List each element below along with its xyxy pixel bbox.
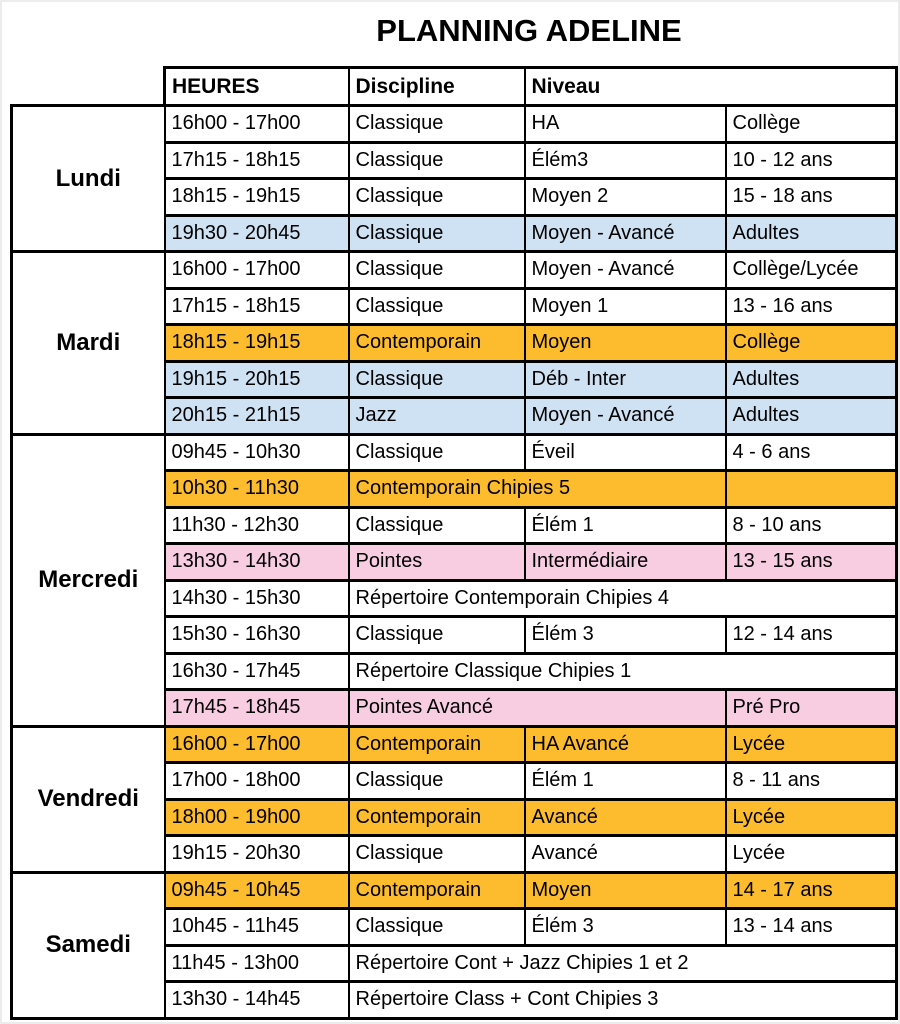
- cell-audience: 8 - 10 ans: [726, 507, 897, 544]
- cell-niveau: Moyen - Avancé: [525, 252, 726, 289]
- day-label-lundi: Lundi: [12, 106, 165, 252]
- cell-time: 17h45 - 18h45: [165, 690, 349, 727]
- cell-discipline: Classique: [349, 288, 525, 325]
- header-niveau: Niveau: [525, 68, 897, 106]
- cell-time: 17h00 - 18h00: [165, 763, 349, 800]
- cell-time: 16h00 - 17h00: [165, 106, 349, 143]
- cell-time: 09h45 - 10h45: [165, 872, 349, 909]
- cell-discipline: Classique: [349, 361, 525, 398]
- cell-discipline: Classique: [349, 434, 525, 471]
- cell-time: 11h30 - 12h30: [165, 507, 349, 544]
- cell-time: 19h30 - 20h45: [165, 215, 349, 252]
- cell-niveau: HA: [525, 106, 726, 143]
- cell-niveau: Moyen - Avancé: [525, 215, 726, 252]
- cell-time: 15h30 - 16h30: [165, 617, 349, 654]
- cell-discipline: Contemporain: [349, 726, 525, 763]
- cell-discipline: Classique: [349, 179, 525, 216]
- cell-niveau: Élém 3: [525, 617, 726, 654]
- cell-time: 10h45 - 11h45: [165, 909, 349, 946]
- cell-audience: Collège/Lycée: [726, 252, 897, 289]
- cell-discipline: Pointes: [349, 544, 525, 581]
- day-label-vendredi: Vendredi: [12, 726, 165, 872]
- cell-niveau: Moyen: [525, 325, 726, 362]
- cell-niveau: HA Avancé: [525, 726, 726, 763]
- day-label-mardi: Mardi: [12, 252, 165, 435]
- cell-time: 16h30 - 17h45: [165, 653, 349, 690]
- cell-audience: 12 - 14 ans: [726, 617, 897, 654]
- cell-audience: Adultes: [726, 215, 897, 252]
- cell-niveau: Moyen 1: [525, 288, 726, 325]
- cell-audience: 14 - 17 ans: [726, 872, 897, 909]
- cell-time: 11h45 - 13h00: [165, 945, 349, 982]
- cell-audience: 13 - 14 ans: [726, 909, 897, 946]
- cell-time: 17h15 - 18h15: [165, 288, 349, 325]
- cell-time: 10h30 - 11h30: [165, 471, 349, 508]
- cell-niveau: Élém3: [525, 142, 726, 179]
- cell-discipline: Classique: [349, 909, 525, 946]
- cell-niveau: Moyen: [525, 872, 726, 909]
- cell-discipline: Classique: [349, 836, 525, 873]
- cell-discipline: Jazz: [349, 398, 525, 435]
- cell-time: 09h45 - 10h30: [165, 434, 349, 471]
- cell-discipline: Classique: [349, 763, 525, 800]
- cell-audience: Adultes: [726, 398, 897, 435]
- cell-niveau: Avancé: [525, 799, 726, 836]
- cell-niveau: Moyen 2: [525, 179, 726, 216]
- schedule-row: [12, 726, 897, 763]
- cell-time: 18h15 - 19h15: [165, 179, 349, 216]
- cell-time: 19h15 - 20h15: [165, 361, 349, 398]
- schedule-row: [12, 434, 897, 471]
- day-label-mercredi: Mercredi: [12, 434, 165, 726]
- cell-time: 13h30 - 14h45: [165, 982, 349, 1019]
- day-label-samedi: Samedi: [12, 872, 165, 1018]
- cell-niveau: Moyen - Avancé: [525, 398, 726, 435]
- cell-audience: 8 - 11 ans: [726, 763, 897, 800]
- planning-table: [10, 66, 898, 1020]
- cell-time: 18h15 - 19h15: [165, 325, 349, 362]
- page-title: PLANNING ADELINE: [376, 13, 682, 48]
- cell-niveau: Élém 1: [525, 763, 726, 800]
- cell-time: 14h30 - 15h30: [165, 580, 349, 617]
- schedule-row: [12, 106, 897, 143]
- cell-discipline: Classique: [349, 142, 525, 179]
- cell-audience: 15 - 18 ans: [726, 179, 897, 216]
- cell-niveau: Avancé: [525, 836, 726, 873]
- cell-audience: Pré Pro: [726, 690, 897, 727]
- cell-time: 17h15 - 18h15: [165, 142, 349, 179]
- cell-discipline: Contemporain: [349, 799, 525, 836]
- cell-course-merged: Répertoire Classique Chipies 1: [349, 653, 897, 690]
- cell-discipline: Contemporain: [349, 325, 525, 362]
- cell-course-merged: Pointes Avancé: [349, 690, 726, 727]
- cell-audience: [726, 471, 897, 508]
- cell-discipline: Contemporain: [349, 872, 525, 909]
- cell-niveau: Élém 1: [525, 507, 726, 544]
- cell-time: 16h00 - 17h00: [165, 726, 349, 763]
- cell-audience: Collège: [726, 325, 897, 362]
- cell-niveau: Éveil: [525, 434, 726, 471]
- cell-niveau: Intermédiaire: [525, 544, 726, 581]
- cell-audience: 13 - 15 ans: [726, 544, 897, 581]
- cell-time: 19h15 - 20h30: [165, 836, 349, 873]
- cell-audience: 4 - 6 ans: [726, 434, 897, 471]
- header-discipline: Discipline: [349, 68, 525, 106]
- header-row: [12, 68, 897, 106]
- cell-course-merged: Contemporain Chipies 5: [349, 471, 726, 508]
- cell-discipline: Classique: [349, 617, 525, 654]
- cell-time: 16h00 - 17h00: [165, 252, 349, 289]
- header-heures: HEURES: [165, 68, 349, 106]
- cell-audience: Adultes: [726, 361, 897, 398]
- schedule-row: [12, 252, 897, 289]
- cell-audience: Lycée: [726, 726, 897, 763]
- header-corner-blank: [12, 68, 165, 106]
- schedule-body: [12, 106, 897, 1019]
- cell-audience: Collège: [726, 106, 897, 143]
- cell-course-merged: Répertoire Cont + Jazz Chipies 1 et 2: [349, 945, 897, 982]
- cell-course-merged: Répertoire Class + Cont Chipies 3: [349, 982, 897, 1019]
- cell-niveau: Élém 3: [525, 909, 726, 946]
- cell-time: 18h00 - 19h00: [165, 799, 349, 836]
- cell-discipline: Classique: [349, 507, 525, 544]
- cell-course-merged: Répertoire Contemporain Chipies 4: [349, 580, 897, 617]
- cell-audience: 10 - 12 ans: [726, 142, 897, 179]
- cell-audience: 13 - 16 ans: [726, 288, 897, 325]
- cell-audience: Lycée: [726, 836, 897, 873]
- schedule-row: [12, 872, 897, 909]
- cell-time: 13h30 - 14h30: [165, 544, 349, 581]
- cell-audience: Lycée: [726, 799, 897, 836]
- cell-discipline: Classique: [349, 106, 525, 143]
- cell-discipline: Classique: [349, 215, 525, 252]
- cell-niveau: Déb - Inter: [525, 361, 726, 398]
- cell-discipline: Classique: [349, 252, 525, 289]
- cell-time: 20h15 - 21h15: [165, 398, 349, 435]
